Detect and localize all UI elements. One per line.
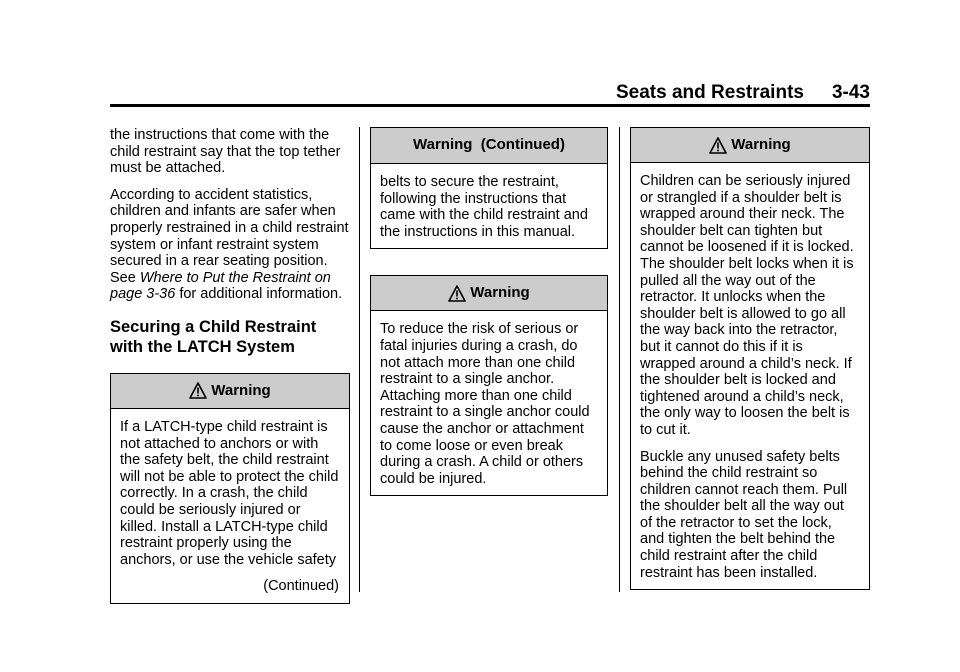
warning-header (631, 128, 869, 163)
warning-box (110, 373, 350, 604)
warning-text: Children can be seriously injured or strangled if a shoulder belt is wrapped around their neck. The shoulder belt can tighten but cannot be loosened if it is locked. The shoulder belt locks when it is pulled all the way out of the retractor. It unlocks when the shoulder belt is allowed to go all the way back into the retractor, but it cannot do this if it is wrapped around a child’s neck. If the shoulder belt is locked and tightened around a child’s neck, the only way to loosen the belt is to cut it. (640, 173, 854, 438)
warning-text: belts to secure the restraint, following the instructions that came with the child restraint and the instructions in this manual. (380, 174, 588, 240)
warning-box-continued (370, 127, 608, 249)
warning-triangle-icon (189, 382, 207, 399)
warning-body (111, 409, 349, 603)
column-2 (370, 127, 608, 496)
paragraph: According to accident statistics, children and infants are safer when properly restrained in a child restraint system or infant restraint system secured in a rear seating position. See Where to Put the Restraint on page 3-36 for additional information. (110, 186, 349, 303)
warning-triangle-icon (709, 137, 727, 154)
warning-body (631, 163, 869, 589)
column-1 (110, 127, 350, 604)
section-title: Securing a Child Restraint with the LATCH System (110, 317, 317, 356)
warning-text: To reduce the risk of serious or fatal injuries during a crash, do not attach more than one child restraint to a single anchor. Attaching more than one child restraint to a single anchor could cause the anchor or attachment to come loose or even break during a crash. A child or others could be injured. (380, 321, 590, 487)
warning-title: Warning (731, 135, 791, 153)
warning-body (371, 164, 607, 248)
warning-text: Buckle any unused safety belts behind the child restraint so children cannot reach them. Pull the shoulder belt all the way out of the retractor to set the lock, and tighten the belt behind the child restraint after the child restraint has been installed. (640, 448, 848, 581)
column-divider (359, 127, 360, 592)
page-header (110, 82, 870, 104)
warning-title: Warning (Continued) (413, 136, 565, 154)
warning-body (371, 311, 607, 495)
warning-title: Warning (470, 284, 530, 302)
section-name: Seats and Restraints (616, 82, 804, 103)
column-3 (630, 127, 870, 590)
cross-reference-link[interactable]: Where to Put the Restraint on page 3-36 (110, 269, 331, 303)
warning-header (111, 374, 349, 409)
warning-box (630, 127, 870, 590)
warning-header (371, 276, 607, 311)
header-rule (110, 104, 870, 107)
warning-header (371, 128, 607, 164)
page-number: 3-43 (831, 82, 870, 103)
warning-triangle-icon (448, 285, 466, 302)
column-divider (619, 127, 620, 592)
continued-label: (Continued) (263, 578, 339, 595)
warning-box (370, 275, 608, 496)
paragraph: the instructions that come with the child restraint say that the top tether must be attached. (110, 127, 341, 177)
warning-title: Warning (211, 381, 271, 399)
warning-text: If a LATCH-type child restraint is not attached to anchors or with the safety belt, the child restraint will not be able to protect the child correctly. In a crash, the child could be seriously injured or killed. Install a LATCH-type child restraint properly using the anchors, or use the vehicle safety (120, 418, 339, 568)
